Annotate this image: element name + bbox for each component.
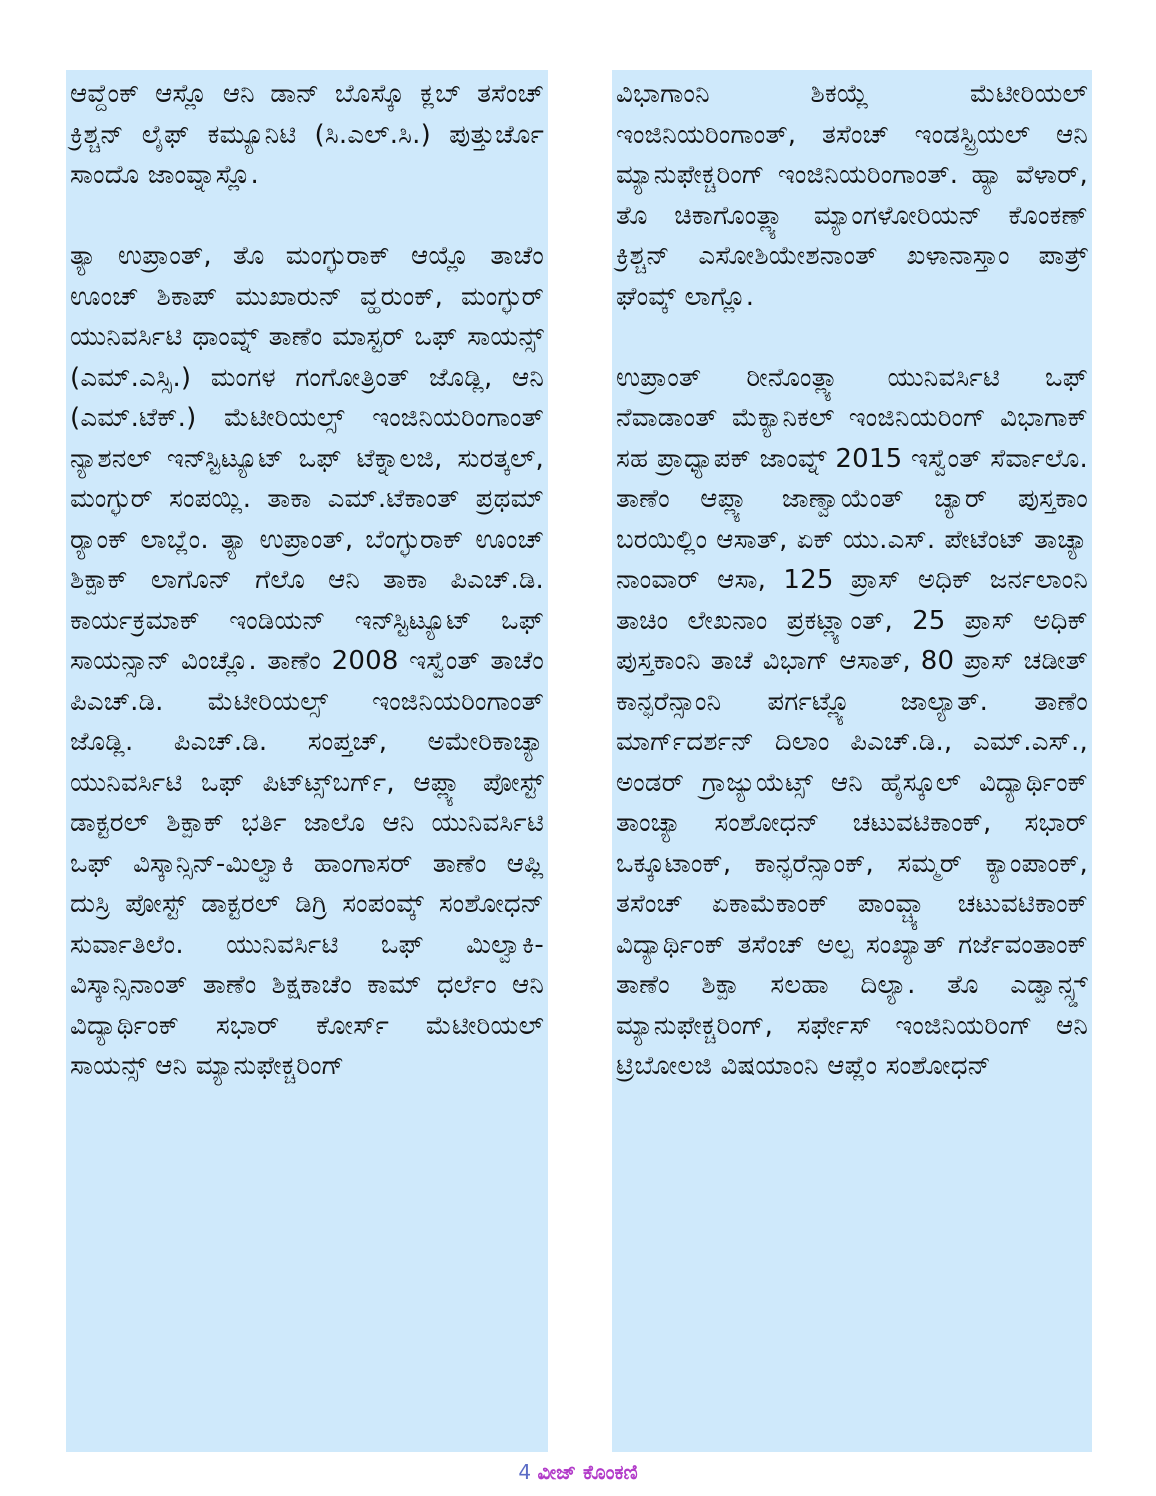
right-paragraph-1: ವಿಭಾಗಾಂನಿ ಶಿಕಯ್ಲೆ ಮೆಟೀರಿಯಲ್ ಇಂಜಿನಿಯರಿಂಗಾಂತ್, ತಸೆಂಚ್ ಇಂಡಸ್ಟ್ರಿಯಲ್ ಆನಿ ಮ್ಯಾನುಫೇಕ್ಚರಿಂಗ್ ಇಂಜಿನಿಯರಿಂಗಾಂತ್. ಹ್ಯಾ ವೆಳಾರ್, ತೊ ಚಿಕಾಗೊಂತ್ಲ್ಯಾ ಮ್ಯಾಂಗಳೋರಿಯನ್ ಕೊಂಕಣ್ ಕ್ರಿಶ್ಚನ್ ಎಸೋಶಿಯೇಶನಾಂತ್ ಖಳಾನಾಸ್ತಾಂ ಪಾತ್ರ್ ಘೆಂವ್ಕ್ ಲಾಗ್ಲೊ. <box>616 79 1088 312</box>
right-paragraph-2: ಉಪ್ರಾಂತ್ ರೀನೊಂತ್ಲ್ಯಾ ಯುನಿವರ್ಸಿಟಿ ಒಫ್ ನೆವಾಡಾಂತ್ ಮೆಕ್ಯಾನಿಕಲ್ ಇಂಜಿನಿಯರಿಂಗ್ ವಿಭಾಗಾಕ್ ಸಹ ಪ್ರಾಧ್ಯಾಪಕ್ ಜಾಂವ್ನ್ 2015 ಇಸ್ವೆಂತ್ ಸೆರ್ವಾಲೊ. ತಾಣೆಂ ಆಪ್ಲ್ಯಾ ಜಾಣ್ವಾಯೆಂತ್ ಚ್ಯಾರ್ ಪುಸ್ತಕಾಂ ಬರಯಿಲ್ಲಿಂ ಆಸಾತ್, ಏಕ್ ಯು.ಎಸ್. ಪೇಟೆಂಟ್ ತಾಚ್ಯಾ ನಾಂವಾರ್ ಆಸಾ, 125 ಪ್ರಾಸ್ ಅಧಿಕ್ ಜರ್ನಲಾಂನಿ ತಾಚಿಂ ಲೇಖನಾಂ ಪ್ರಕಟ್ಲ್ಯಾಂತ್, 25 ಪ್ರಾಸ್ ಅಧಿಕ್ ಪುಸ್ತಕಾಂನಿ ತಾಚೆ ವಿಭಾಗ್ ಆಸಾತ್, 80 ಪ್ರಾಸ್ ಚಡೀತ್ ಕಾನ್ಫರೆನ್ಸಾಂನಿ ಪರ್ಗಟ್ಲ್ಯೊ ಜಾಲ್ಯಾತ್. ತಾಣೆಂ ಮಾರ್ಗ್‌ದರ್ಶನ್ ದಿಲಾಂ ಪಿಎಚ್.ಡಿ., ಎಮ್.ಎಸ್., ಅಂಡರ್ ಗ್ರಾಜ್ಯುಯೆಟ್ಸ್ ಆನಿ ಹೈಸ್ಕೂಲ್ ವಿದ್ಯಾರ್ಥಿಂಕ್ ತಾಂಚ್ಯಾ ಸಂಶೋಧನ್ ಚಟುವಟಿಕಾಂಕ್, ಸಭಾರ್ ಒಕ್ಕೂಟಾಂಕ್, ಕಾನ್ಫರೆನ್ಸಾಂಕ್, ಸಮ್ಮರ್ ಕ್ಯಾಂಪಾಂಕ್, ತಸೆಂಚ್ ಏಕಾಮೆಕಾಂಕ್ ಪಾಂವ್ಚ್ಯಾ ಚಟುವಟಿಕಾಂಕ್ ವಿದ್ಯಾರ್ಥಿಂಕ್ ತಸೆಂಚ್ ಅಲ್ಪ ಸಂಖ್ಯಾತ್ ಗರ್ಜೆವಂತಾಂಕ್ ತಾಣೆಂ ಶಿಕ್ಪಾ ಸಲಹಾ ದಿಲ್ಯಾ. ತೊ ಎಡ್ವಾನ್ಸ್ಡ್ ಮ್ಯಾನುಫೇಕ್ಚರಿಂಗ್, ಸರ್ಫೇಸ್ ಇಂಜಿನಿಯರಿಂಗ್ ಆನಿ ಟ್ರಿಬೋಲಜಿ ವಿಷಯಾಂನಿ ಆಪ್ಲೆಂ ಸಂಶೋಧನ್ <box>616 362 1088 1081</box>
right-column <box>612 70 1092 1452</box>
page-number: 4 <box>518 1460 532 1484</box>
left-column <box>66 70 548 1452</box>
magazine-title: ವೀಜ್ ಕೊಂಕಣಿ <box>537 1460 638 1484</box>
left-paragraph-1: ಆವ್ದೆಂಕ್ ಆಸ್ಲೊ ಆನಿ ಡಾನ್ ಬೊಸ್ಕೊ ಕ್ಲಬ್ ತಸೆಂಚ್ ಕ್ರಿಶ್ಚನ್ ಲೈಫ್ ಕಮ್ಯೂನಿಟಿ (ಸಿ.ಎಲ್.ಸಿ.) ಪುತ್ತುರ್ಚೊ ಸಾಂದೊ ಜಾಂವ್ನಾಸ್ಲೊ. <box>70 79 544 190</box>
page-footer <box>0 1457 1156 1487</box>
left-paragraph-2: ತ್ಯಾ ಉಪ್ರಾಂತ್, ತೊ ಮಂಗ್ಳುರಾಕ್ ಆಯ್ಲೊ ತಾಚೆಂ ಊಂಚ್ ಶಿಕಾಪ್ ಮುಖಾರುನ್ ವ್ಹರುಂಕ್, ಮಂಗ್ಳುರ್ ಯುನಿವರ್ಸಿಟಿ ಥಾಂವ್ನ್ ತಾಣೆಂ ಮಾಸ್ಟರ್ ಒಫ್ ಸಾಯನ್ಸ್ (ಎಮ್.ಎಸ್ಸಿ.) ಮಂಗಳ ಗಂಗೋತ್ರಿಂತ್ ಜೊಡ್ಲಿ, ಆನಿ (ಎಮ್.ಟೆಕ್.) ಮೆಟೀರಿಯಲ್ಸ್ ಇಂಜಿನಿಯರಿಂಗಾಂತ್ ನ್ಯಾಶನಲ್ ಇನ್‍ಸ್ಟಿಟ್ಯೂಟ್ ಒಫ್ ಟೆಕ್ನಾಲಜಿ, ಸುರತ್ಕಲ್, ಮಂಗ್ಳುರ್ ಸಂಪಯ್ಲಿ. ತಾಕಾ ಎಮ್.ಟೆಕಾಂತ್ ಪ್ರಥಮ್ ರ‍್ಯಾಂಕ್ ಲಾಬ್ಲೆಂ. ತ್ಯಾ ಉಪ್ರಾಂತ್, ಬೆಂಗ್ಳುರಾಕ್ ಊಂಚ್ ಶಿಕ್ಪಾಕ್ ಲಾಗೊನ್ ಗೆಲೊ ಆನಿ ತಾಕಾ ಪಿಎಚ್.ಡಿ. ಕಾರ್ಯಕ್ರಮಾಕ್ ಇಂಡಿಯನ್ ಇನ್‍ಸ್ಟಿಟ್ಯೂಟ್ ಒಫ್ ಸಾಯನ್ಸಾನ್ ವಿಂಚ್ಲೊ. ತಾಣೆಂ 2008 ಇಸ್ವೆಂತ್ ತಾಚೆಂ ಪಿಎಚ್.ಡಿ. ಮೆಟೀರಿಯಲ್ಸ್ ಇಂಜಿನಿಯರಿಂಗಾಂತ್ ಜೊಡ್ಲಿ. ಪಿಎಚ್.ಡಿ. ಸಂಪ್ತಚ್, ಅಮೇರಿಕಾಚ್ಯಾ ಯುನಿವರ್ಸಿಟಿ ಒಫ್ ಪಿಟ್‍ಟ್ಸ್‌ಬರ್ಗ್, ಆಪ್ಲ್ಯಾ ಪೋಸ್ಟ್ ಡಾಕ್ಟರಲ್ ಶಿಕ್ಪಾಕ್ ಭರ್ತಿ ಜಾಲೊ ಆನಿ ಯುನಿವರ್ಸಿಟಿ ಒಫ್ ವಿಸ್ಕಾನ್ಸಿನ್-ಮಿಲ್ವಾಕಿ ಹಾಂಗಾಸರ್ ತಾಣೆಂ ಆಪ್ಲಿ ದುಸ್ರಿ ಪೋಸ್ಟ್ ಡಾಕ್ಟರಲ್ ಡಿಗ್ರಿ ಸಂಪಂವ್ಕ್ ಸಂಶೋಧನ್ ಸುರ್ವಾತಿಲೆಂ. ಯುನಿವರ್ಸಿಟಿ ಒಫ್ ಮಿಲ್ವಾಕಿ-ವಿಸ್ಕಾನ್ಸಿನಾಂತ್ ತಾಣೆಂ ಶಿಕ್ಷಕಾಚೆಂ ಕಾಮ್ ಧರ್ಲೆಂ ಆನಿ ವಿದ್ಯಾರ್ಥಿಂಕ್ ಸಭಾರ್ ಕೋರ್ಸ್ ಮೆಟೀರಿಯಲ್ ಸಾಯನ್ಸ್ ಆನಿ ಮ್ಯಾನುಫೇಕ್ಚರಿಂಗ್ <box>70 241 544 1081</box>
